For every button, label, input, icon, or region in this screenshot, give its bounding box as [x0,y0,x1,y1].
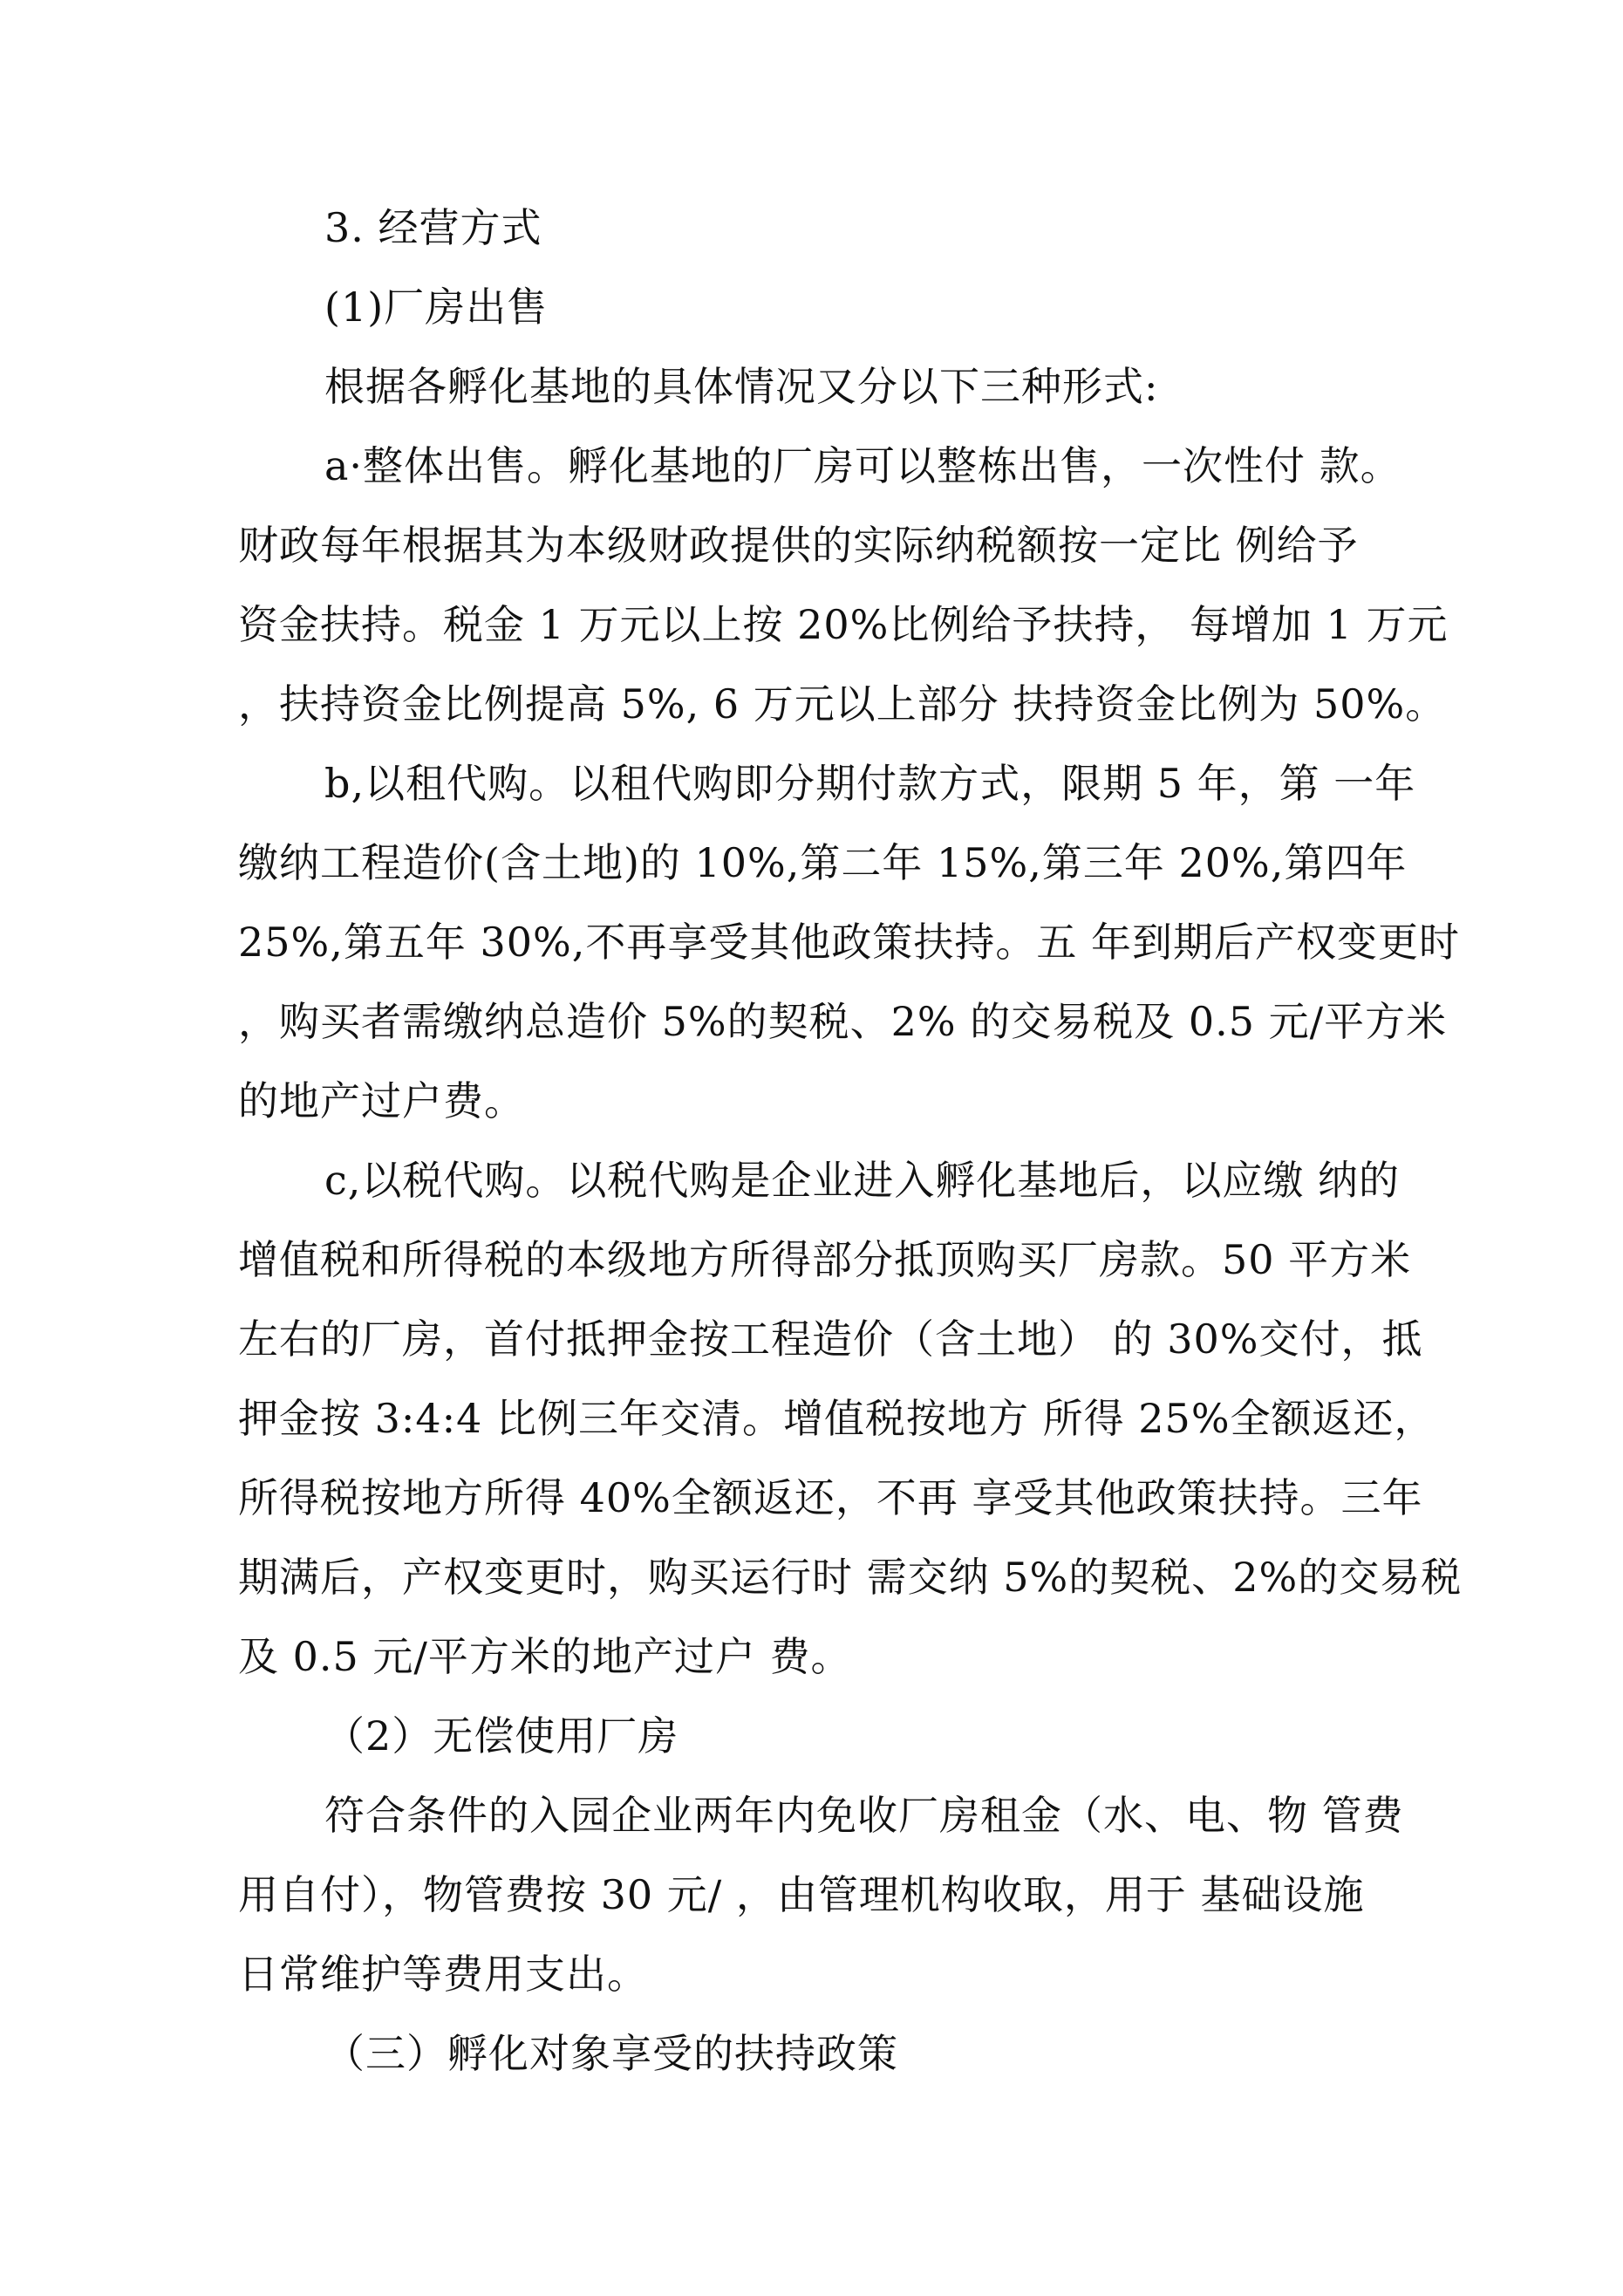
paragraph-line: 资金扶持。税金 1 万元以上按 20%比例给予扶持， 每增加 1 万元 [238,601,1449,648]
paragraph-line: c,以税代购。以税代购是企业进入孵化基地后，以应缴 纳的 [324,1157,1401,1204]
heading-business-mode: 3. 经营方式 [324,204,542,251]
paragraph-line: a·整体出售。孵化基地的厂房可以整栋出售，一次性付 款。 [324,442,1401,489]
paragraph-line: 根据各孵化基地的具体情况又分以下三种形式: [324,363,1159,410]
paragraph-line: 25%,第五年 30%,不再享受其他政策扶持。五 年到期后产权变更时 [238,919,1460,966]
subheading-free-use-factory: （2）无偿使用厂房 [324,1712,679,1760]
paragraph-line: 增值税和所得税的本级地方所得部分抵顶购买厂房款。50 平方米 [238,1236,1412,1283]
paragraph-line: ，扶持资金比例提高 5%, 6 万元以上部分 扶持资金比例为 50%。 [238,680,1447,728]
paragraph-line: 押金按 3:4:4 比例三年交清。增值税按地方 所得 25%全额返还， [238,1395,1435,1442]
paragraph-line: 期满后，产权变更时，购买运行时 需交纳 5%的契税、2%的交易税 [238,1554,1463,1601]
paragraph-line: 所得税按地方所得 40%全额返还，不再 享受其他政策扶持。三年 [238,1474,1423,1521]
subheading-factory-sale: (1)厂房出售 [324,284,549,331]
section-heading-support-policies: （三）孵化对象享受的扶持政策 [324,2030,898,2077]
paragraph-line: ，购买者需缴纳总造价 5%的契税、2% 的交易税及 0.5 元/平方米 [238,998,1448,1045]
paragraph-line: 缴纳工程造价(含土地)的 10%,第二年 15%,第三年 20%,第四年 [238,839,1408,886]
paragraph-line: 左右的厂房，首付抵押金按工程造价（含土地） 的 30%交付，抵 [238,1315,1423,1363]
paragraph-line: 符合条件的入园企业两年内免收厂房租金（水、电、物 管费 [324,1792,1404,1839]
paragraph-line: 财政每年根据其为本级财政提供的实际纳税额按一定比 例给予 [238,522,1359,569]
paragraph-line: 日常维护等费用支出。 [238,1951,648,1998]
paragraph-line: 用自付），物管费按 30 元/ ，由管理机构收取，用于 基础设施 [238,1871,1365,1918]
paragraph-line: b,以租代购。以租代购即分期付款方式，限期 5 年，第 一年 [324,760,1416,807]
paragraph-line: 及 0.5 元/平方米的地产过户 费。 [238,1633,852,1680]
paragraph-line: 的地产过户费。 [238,1077,525,1124]
